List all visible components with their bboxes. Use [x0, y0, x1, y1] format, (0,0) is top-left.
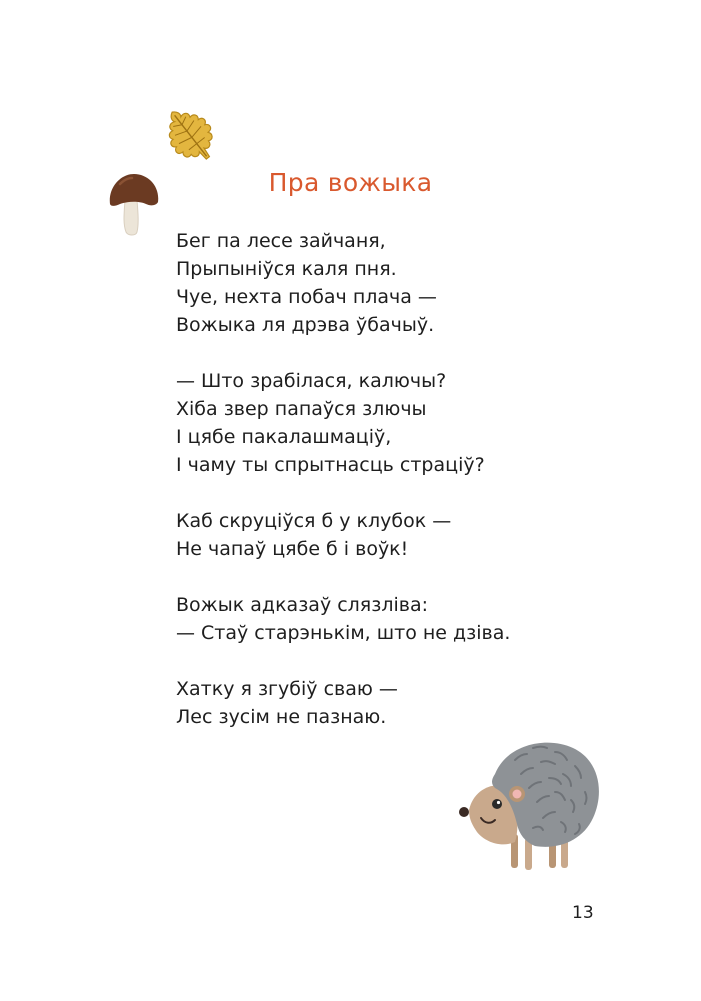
- poem-line: Бег па лесе зайчаня,: [176, 230, 386, 252]
- stanza: [176, 367, 596, 479]
- poem-line: І цябе пакалашмаціў,: [176, 426, 392, 448]
- poem-line: Вожык адказаў слязліва:: [176, 594, 429, 616]
- stanza: [176, 507, 596, 563]
- poem-line: Прыпыніўся каля пня.: [176, 258, 397, 280]
- poem-line: — Што зрабілася, калючы?: [176, 370, 447, 392]
- poem-line: Чуе, нехта побач плача —: [176, 286, 437, 308]
- poem-line: Не чапаў цябе б і воўк!: [176, 538, 409, 560]
- stanza: [176, 227, 596, 339]
- poem-line: Хатку я згубіў сваю —: [176, 678, 398, 700]
- poem-line: — Стаў старэнькім, што не дзіва.: [176, 622, 511, 644]
- poem-line: Каб скруціўся б у клубок —: [176, 510, 452, 532]
- stanza: [176, 675, 596, 731]
- poem-line: Лес зусім не пазнаю.: [176, 706, 387, 728]
- poem-line: Хіба звер папаўся злючы: [176, 398, 427, 420]
- hedgehog-illustration: [455, 730, 605, 875]
- poem-line: Вожыка ля дрэва ўбачыў.: [176, 314, 435, 336]
- poem-body: [176, 227, 596, 759]
- poem-line: І чаму ты спрытнасць страціў?: [176, 454, 485, 476]
- page-number: 13: [572, 903, 594, 923]
- stanza: [176, 591, 596, 647]
- oak-leaf-icon: [158, 102, 222, 168]
- poem-title: Пра вожыка: [268, 168, 433, 197]
